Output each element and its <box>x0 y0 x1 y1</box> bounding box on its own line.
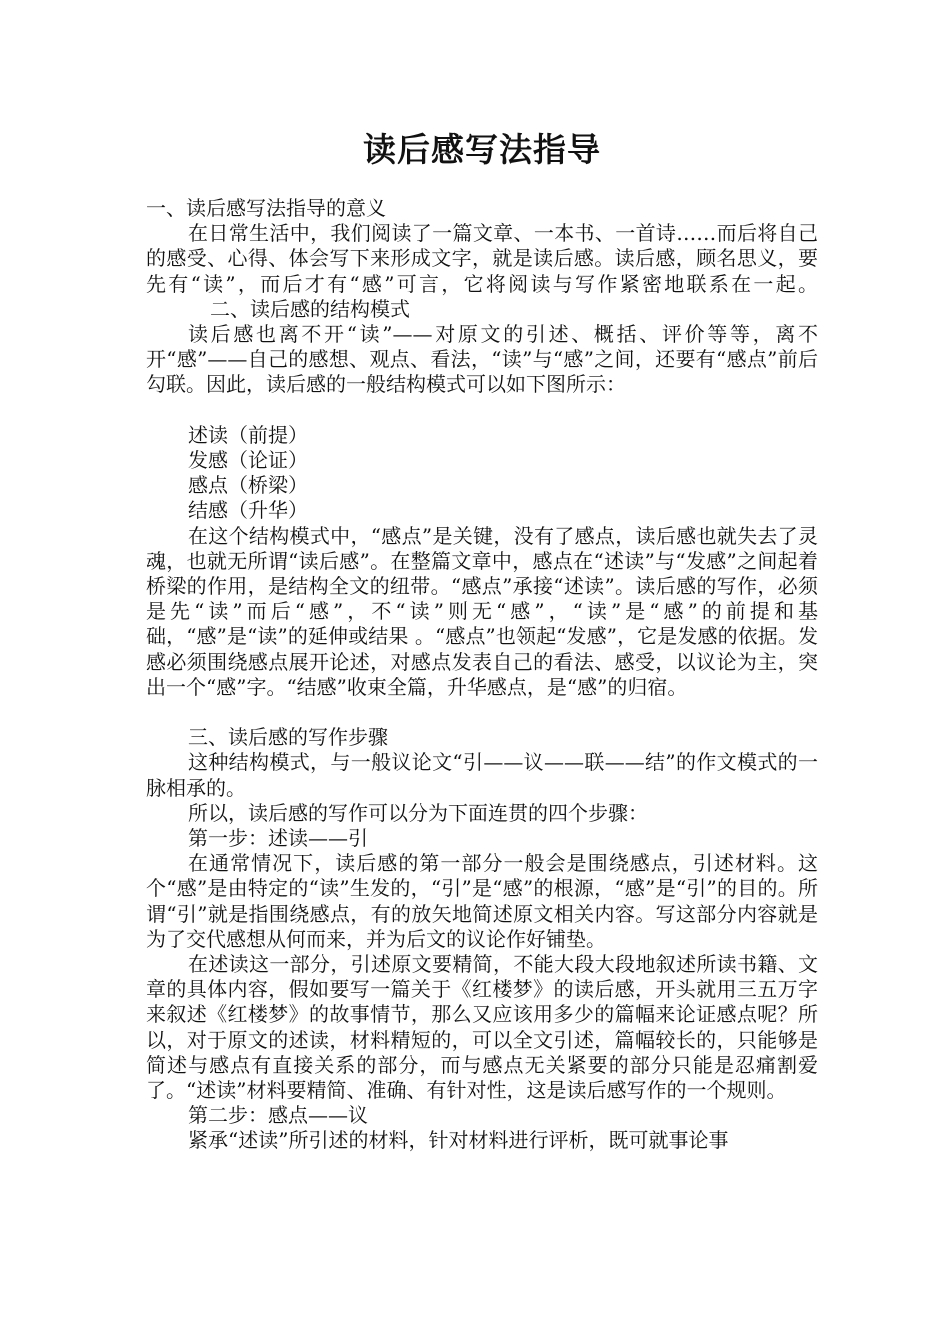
blank-line <box>146 398 818 423</box>
structure-item-2: 发感（论证） <box>188 448 308 473</box>
paragraph-ganDian: 在这个结构模式中，“感点”是关键，没有了感点，读后感也就失去了灵魂，也就无所谓“读后感”。在整篇文章中，感点在“述读”与“发感”之间起着桥梁的作用，是结构全文的纽带。“感点”承接“述读”。读后感的写作，必须是先“读”而后“感”，不“读”则无“感”，“读”是“感”的前提和基础，“感”是“读”的延伸或结果 。“感点”也领起“发感”，它是发感的依据。发感必须围绕感点展开论述，对感点发表自己的看法、感受，以议论为主，突出一个“感”字。“结感”收束全篇，升华感点，是“感”的归宿。 <box>146 523 818 699</box>
paragraph-four-steps: 所以，读后感的写作可以分为下面连贯的四个步骤： <box>188 800 648 825</box>
paragraph-step1-a: 在通常情况下，读后感的第一部分一般会是围绕感点，引述材料。这个“感”是由特定的“读”生发的，“引”是“感”的根源，“感”是“引”的目的。所谓“引”就是指围绕感点，有的放矢地简述原文相关内容。写这部分内容就是为了交代感想从何而来，并为后文的议论作好铺垫。 <box>146 851 818 951</box>
paragraph-meaning <box>146 221 818 322</box>
paragraph-step1-b: 在述读这一部分，引述原文要精简，不能大段大段地叙述所读书籍、文章的具体内容，假如要写一篇关于《红楼梦》的读后感，开头就用三五万字来叙述《红楼梦》的故事情节，那么又应该用多少的篇幅来论证感点呢？所以，对于原文的述读，材料精短的，可以全文引述，篇幅较长的，只能够是简述与感点有直接关系的部分，而与感点无关紧要的部分只能是忍痛割爱了。“述读”材料要精简、准确、有针对性，这是读后感写作的一个规则。 <box>146 952 818 1103</box>
document-body <box>146 196 818 1154</box>
paragraph-pattern: 这种结构模式，与一般议论文“引——议——联——结”的作文模式的一脉相承的。 <box>146 750 818 800</box>
document-title: 读后感写法指导 <box>363 130 601 169</box>
paragraph-step2: 紧承“述读”所引述的材料，针对材料进行评析，既可就事论事 <box>188 1128 729 1153</box>
step-2-heading: 第二步：感点——议 <box>188 1103 368 1128</box>
structure-item-4: 结感（升华） <box>188 498 308 523</box>
blank-line <box>146 700 818 725</box>
section-heading-1: 一、读后感写法指导的意义 <box>146 196 386 220</box>
paragraph-structure-intro: 读后感也离不开“读”——对原文的引述、概括、评价等等，离不开“感”——自己的感想、观点、看法，“读”与“感”之间，还要有“感点”前后勾联。因此，读后感的一般结构模式可以如下图所示： <box>146 322 818 397</box>
paragraph-meaning-text: 在日常生活中，我们阅读了一篇文章、一本书、一首诗……而后将自己的感受、心得、体会写下来形成文字，就是读后感。读后感，顾名思义，要先有“读”，而后才有“感”可言，它将阅读与写作紧密地联系在一起。 <box>146 221 818 296</box>
section-heading-3: 三、读后感的写作步骤 <box>188 725 388 750</box>
structure-item-1: 述读（前提） <box>188 422 308 447</box>
section-heading-2: 二、读后感的结构模式 <box>210 296 410 321</box>
structure-item-3: 感点（桥梁） <box>188 473 308 498</box>
step-1-heading: 第一步：述读——引 <box>188 826 368 851</box>
